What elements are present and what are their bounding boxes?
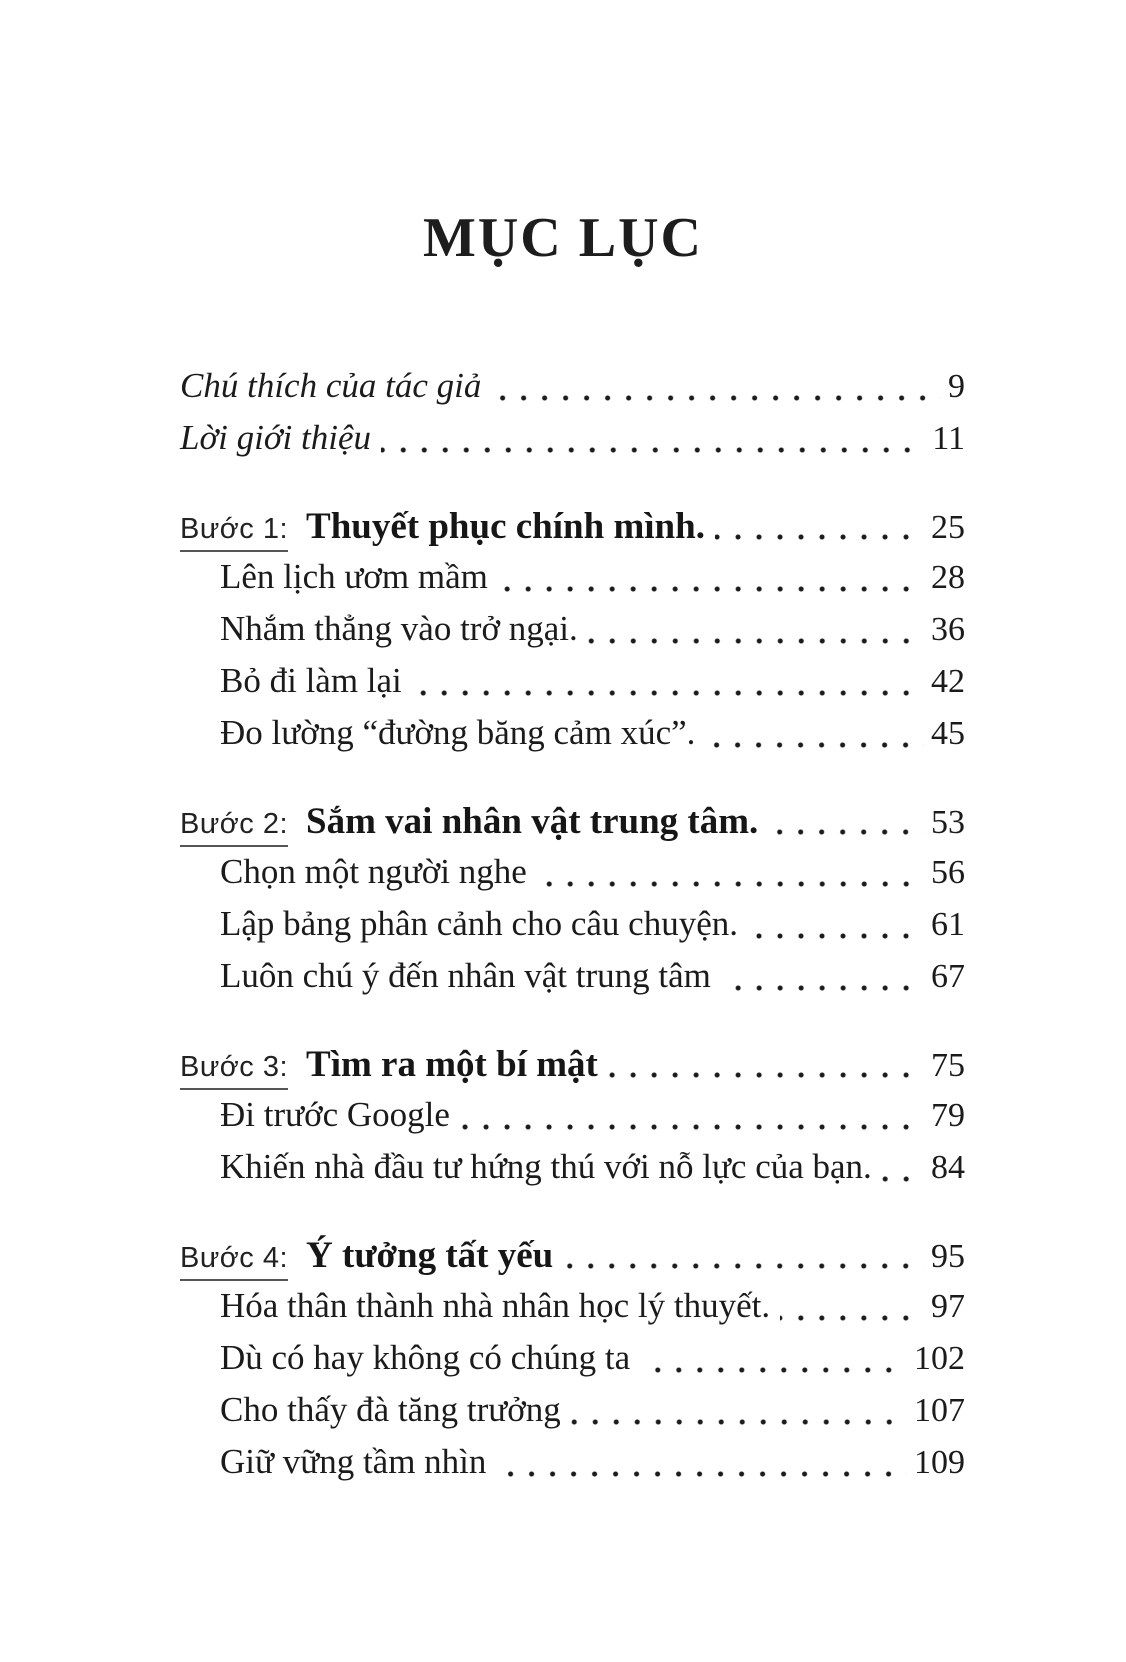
dot-leader [872,1147,931,1199]
entry-title: Ý tưởng tất yếu [306,1235,554,1276]
dot-leader [578,609,931,661]
dot-leader [695,713,931,765]
toc-entry [180,1043,965,1095]
step-label: Bước 1: [180,513,288,552]
entry-page-number: 84 [931,1149,965,1186]
toc-entry [180,366,965,418]
dot-leader [770,1286,931,1338]
toc-entry [180,956,965,1008]
entry-page-number: 53 [931,804,965,841]
entry-page-number: 102 [914,1340,965,1377]
entry-title: Sắm vai nhân vật trung tâm. [306,801,759,842]
toc-entry [180,1095,965,1147]
entry-title: Thuyết phục chính mình. [306,506,705,547]
entry-title: Nhắm thẳng vào trở ngại. [220,609,578,648]
dot-leader [758,800,931,852]
dot-leader [488,557,931,609]
entry-page-number: 36 [931,611,965,648]
dot-leader [371,418,932,470]
entry-page-number: 28 [931,559,965,596]
dot-leader [402,661,931,713]
entry-page-number: 45 [931,715,965,752]
toc-list [0,366,1126,1494]
entry-title: Lời giới thiệu [180,418,371,457]
toc-entry [180,1234,965,1286]
entry-title: Chú thích của tác giả [180,366,482,405]
entry-title: Luôn chú ý đến nhân vật trung tâm [220,956,711,995]
entry-title: Chọn một người nghe [220,852,527,891]
entry-page-number: 95 [931,1238,965,1275]
entry-page-number: 42 [931,663,965,700]
entry-title: Lập bảng phân cảnh cho câu chuyện. [220,904,738,943]
entry-page-number: 25 [931,509,965,546]
entry-page-number: 61 [931,906,965,943]
dot-leader [705,505,931,557]
entry-title: Hóa thân thành nhà nhân học lý thuyết. [220,1286,771,1325]
toc-entry [180,904,965,956]
toc-entry [180,1147,965,1199]
toc-entry [180,418,965,470]
entry-title: Dù có hay không có chúng ta [220,1338,631,1377]
toc-entry [180,505,965,557]
dot-leader [630,1338,914,1390]
entry-page-number: 9 [948,368,965,405]
dot-leader [553,1234,931,1286]
entry-title: Bỏ đi làm lại [220,661,402,700]
toc-entry [180,1390,965,1442]
dot-leader [561,1390,914,1442]
entry-title: Đo lường “đường băng cảm xúc”. [220,713,696,752]
entry-title: Khiến nhà đầu tư hứng thú với nỗ lực của bạn. [220,1147,872,1186]
entry-page-number: 75 [931,1047,965,1084]
entry-page-number: 97 [931,1288,965,1325]
toc-entry [180,557,965,609]
toc-entry [180,852,965,904]
toc-entry [180,800,965,852]
entry-title: Tìm ra một bí mật [306,1044,598,1085]
toc-entry [180,1286,965,1338]
toc-entry [180,1442,965,1494]
entry-title: Giữ vững tầm nhìn [220,1442,487,1481]
entry-page-number: 67 [931,958,965,995]
entry-title: Cho thấy đà tăng trưởng [220,1390,561,1429]
dot-leader [711,956,931,1008]
entry-page-number: 107 [914,1392,965,1429]
entry-page-number: 11 [932,420,965,457]
dot-leader [486,1442,914,1494]
step-label: Bước 4: [180,1242,288,1281]
step-label: Bước 3: [180,1051,288,1090]
step-label: Bước 2: [180,808,288,847]
dot-leader [481,366,948,418]
entry-title: Lên lịch ươm mầm [220,557,488,596]
entry-page-number: 109 [914,1444,965,1481]
toc-entry [180,661,965,713]
entry-page-number: 79 [931,1097,965,1134]
dot-leader [527,852,931,904]
page-title: MỤC LỤC [423,207,703,269]
dot-leader [450,1095,931,1147]
toc-entry [180,713,965,765]
dot-leader [738,904,931,956]
entry-title: Đi trước Google [220,1095,450,1134]
toc-entry [180,1338,965,1390]
dot-leader [598,1043,931,1095]
entry-page-number: 56 [931,854,965,891]
toc-entry [180,609,965,661]
